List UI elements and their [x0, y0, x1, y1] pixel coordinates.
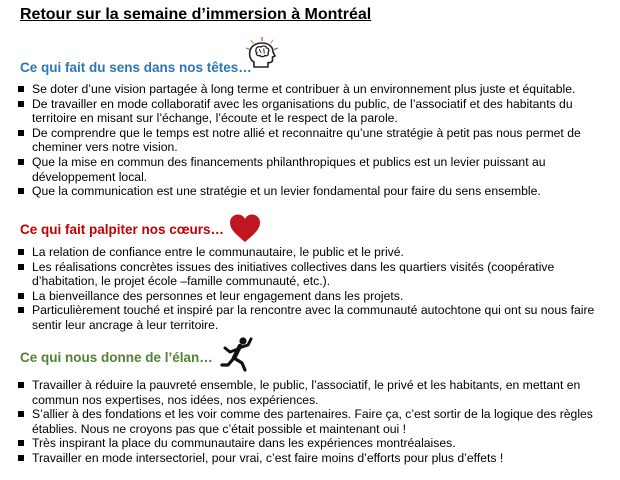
list-item: La relation de confiance entre le communautaire, le public et le privé.: [14, 245, 614, 260]
list-item: Que la communication est une stratégie et un levier fondamental pour faire du sens ensemble.: [14, 184, 614, 199]
list-item: Travailler en mode intersectoriel, pour vrai, c’est faire moins d’efforts pour plus d’effets !: [14, 451, 614, 466]
list-item: Travailler à réduire la pauvreté ensemble, le public, l’associatif, le privé et les habitants, en mettant en commun nos expertises, nos idées, nos expériences.: [14, 378, 614, 407]
list-item: Se doter d’une vision partagée à long terme et contribuer à un environnement plus juste et équitable.: [14, 82, 614, 97]
page-title: Retour sur la semaine d’immersion à Montréal: [20, 6, 372, 23]
running-person-icon: [220, 336, 254, 372]
list-item: De comprendre que le temps est notre allié et reconnaitre qu’une stratégie à petit pas nous permet de cheminer vers notre vision.: [14, 126, 614, 155]
list-item: Que la mise en commun des financements philanthropiques et publics est un levier puissant au développement local.: [14, 155, 614, 184]
heart-icon: [228, 213, 262, 243]
list-item: Très inspirant la place du communautaire dans les expériences montréalaises.: [14, 436, 614, 451]
list-item: De travailler en mode collaboratif avec les organisations du public, de l’associatif et des habitants du territoire en misant sur l’échange, l’écoute et le respect de la parole.: [14, 97, 614, 126]
section-heading-head: Ce qui fait du sens dans nos têtes…: [20, 60, 252, 75]
list-item: Les réalisations concrètes issues des initiatives collectives dans les quartiers visités (coopérative d’habitation, le projet école –famille communauté, etc.).: [14, 260, 614, 289]
list-item: Particulièrement touché et inspiré par la rencontre avec la communauté autochtone qui ont su nous faire sentir leur ancrage à leur territoire.: [14, 303, 614, 332]
section-heading-heart: Ce qui fait palpiter nos cœurs…: [20, 222, 225, 237]
section-list-momentum: [14, 378, 614, 466]
list-item: La bienveillance des personnes et leur engagement dans les projets.: [14, 289, 614, 304]
section-heading-momentum: Ce qui nous donne de l’élan…: [20, 350, 213, 365]
brain-head-icon: [244, 36, 280, 72]
section-list-heart: [14, 245, 614, 333]
section-list-head: [14, 82, 614, 199]
list-item: S’allier à des fondations et les voir comme des partenaires. Faire ça, c’est sortir de la logique des règles établies. Nous ne croyons pas que c’était possible et maintenant oui !: [14, 407, 614, 436]
